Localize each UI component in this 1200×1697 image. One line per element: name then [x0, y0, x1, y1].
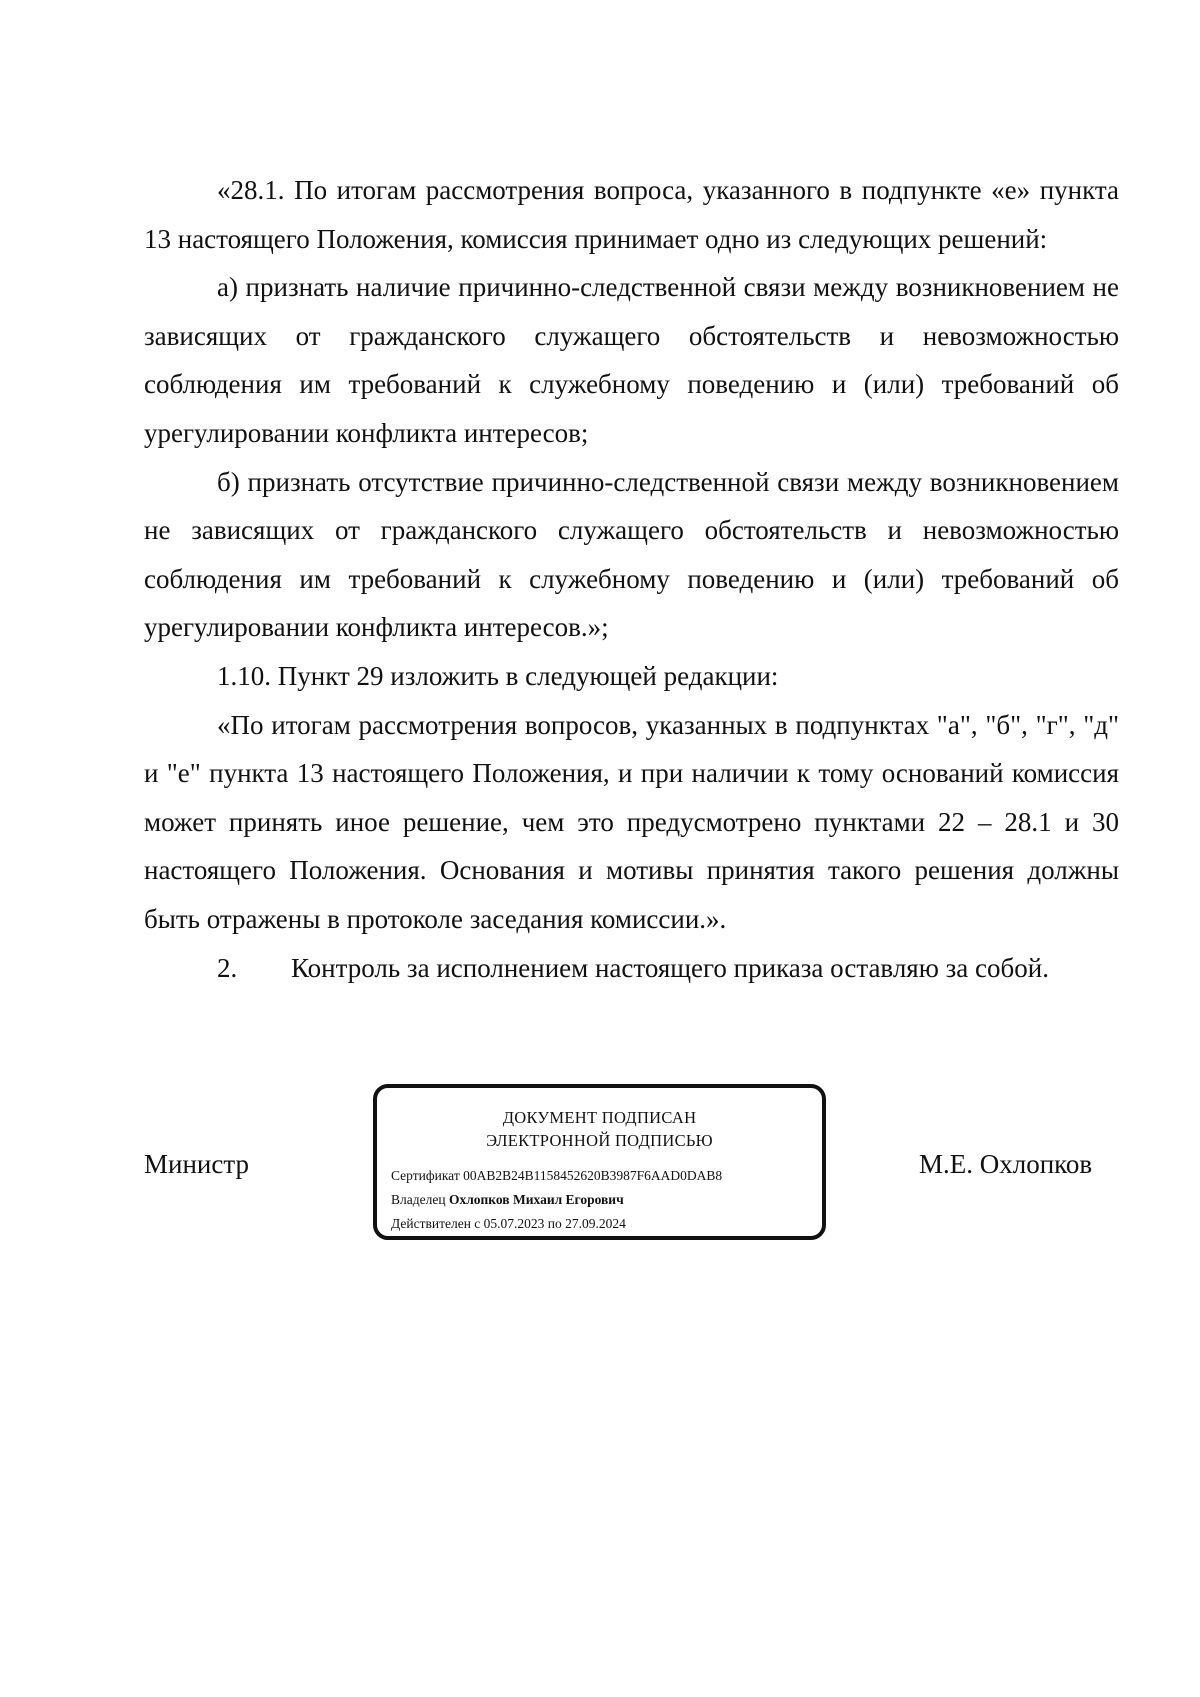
- paragraph-item-2: [144, 944, 1119, 993]
- valid-to-label: по: [547, 1216, 562, 1231]
- certificate-value: 00AB2B24B1158452620B3987F6AAD0DAB8: [463, 1168, 723, 1183]
- stamp-title-line-2: ЭЛЕКТРОННОЙ ПОДПИСЬЮ: [486, 1131, 713, 1150]
- paragraph-subitem-b: б) признать отсутствие причинно-следственной связи между возникновением не зависящих от гражданского служащего обстоятельств и невозможностью соблюдения им требований к служебному поведению и (или) требований об урегулировании конфликта интересов.»;: [144, 466, 1119, 643]
- valid-from: 05.07.2023: [483, 1216, 545, 1231]
- paragraph-1-10: 1.10. Пункт 29 изложить в следующей редакции:: [217, 660, 779, 691]
- paragraph-29-text: «По итогам рассмотрения вопросов, указанных в подпунктах "а", "б", "г", "д" и "е" пункта 13 настоящего Положения, и при наличии к тому оснований комиссия может принять иное решение, чем это предусмотрено пунктами 22 – 28.1 и 30 настоящего Положения. Основания и мотивы принятия такого решения должны быть отражены в протоколе заседания комиссии.».: [144, 709, 1119, 934]
- item-2-text: Контроль за исполнением настоящего приказа оставляю за собой.: [291, 952, 1049, 983]
- signer-title: Министр: [144, 1149, 249, 1179]
- stamp-validity-row: [391, 1215, 626, 1233]
- valid-to: 27.09.2024: [565, 1216, 626, 1231]
- owner-label: Владелец: [391, 1192, 446, 1207]
- stamp-title-line-1: ДОКУМЕНТ ПОДПИСАН: [502, 1108, 697, 1127]
- electronic-signature-stamp: [373, 1084, 826, 1240]
- signer-name: М.Е. Охлопков: [919, 1149, 1093, 1179]
- item-2-number: 2.: [217, 952, 238, 983]
- owner-value: Охлопков Михаил Егорович: [448, 1192, 624, 1207]
- stamp-owner-row: [391, 1191, 624, 1209]
- certificate-label: Сертификат: [391, 1168, 460, 1183]
- paragraph-subitem-a: а) признать наличие причинно-следственной связи между возникновением не зависящих от гражданского служащего обстоятельств и невозможностью соблюдения им требований к служебному поведению и (или) требований об урегулировании конфликта интересов;: [144, 272, 1119, 448]
- stamp-title: [377, 1106, 822, 1152]
- document-body: [144, 166, 1119, 992]
- valid-label: Действителен с: [391, 1216, 481, 1231]
- stamp-certificate-row: [391, 1167, 722, 1185]
- paragraph-28-1: «28.1. По итогам рассмотрения вопроса, указанного в подпункте «е» пункта 13 настоящего Положения, комиссия принимает одно из следующих решений:: [144, 175, 1119, 254]
